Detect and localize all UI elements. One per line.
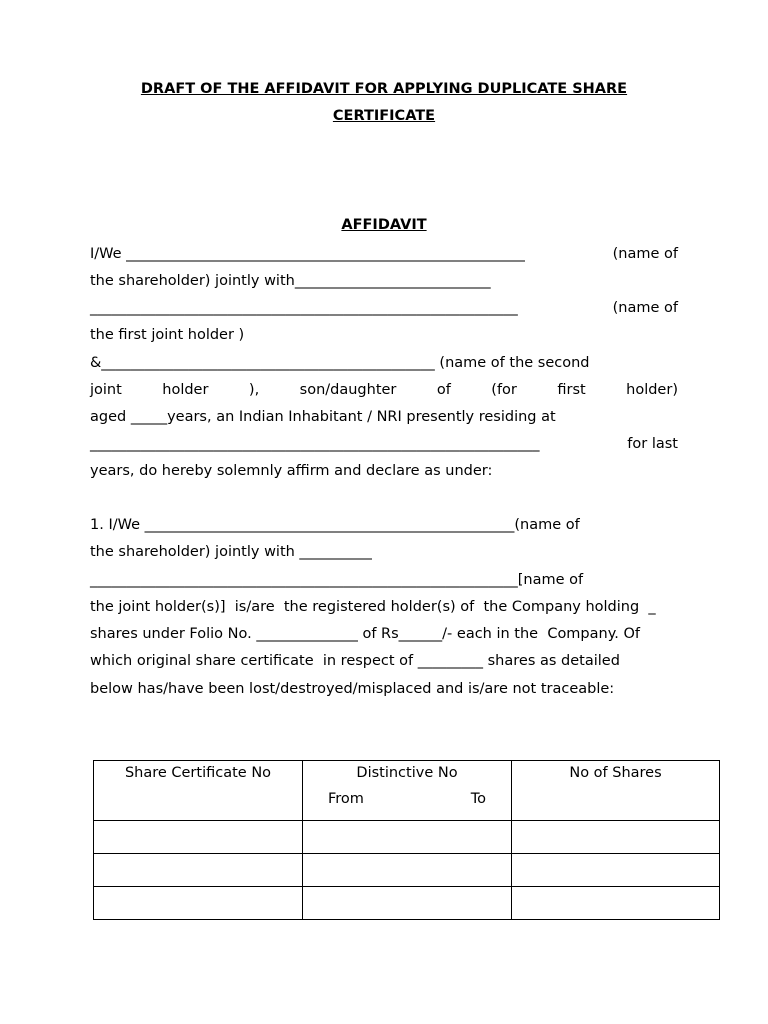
line-tail-text: (name of	[612, 246, 678, 262]
table-cell[interactable]	[94, 821, 303, 854]
affidavit-line: years, do hereby solemnly affirm and declare as under:	[90, 463, 493, 479]
declaration-line: the joint holder(s)] is/are the registered holder(s) of the Company holding _	[90, 599, 656, 615]
line-tail-text: (name of	[612, 300, 678, 316]
word: holder	[162, 382, 209, 398]
header-label: Distinctive No	[356, 765, 458, 781]
table-cell[interactable]	[512, 821, 720, 854]
table-row	[94, 821, 720, 854]
table-row	[94, 887, 720, 920]
residence-blank: ______________________________________________________________	[90, 436, 540, 452]
declaration-line: ___________________________________________________________[name of	[90, 572, 584, 588]
table-cell[interactable]	[303, 854, 512, 887]
declaration-line: the shareholder) jointly with __________	[90, 544, 372, 560]
header-distinctive-no	[303, 761, 512, 821]
justified-line	[90, 381, 678, 399]
from-to-subheader	[303, 791, 511, 807]
affidavit-line: the first joint holder )	[90, 327, 245, 343]
affidavit-line	[90, 245, 678, 263]
table-row	[94, 854, 720, 887]
word: ),	[248, 382, 260, 398]
share-certificate-table	[93, 760, 720, 920]
word: son/daughter	[299, 382, 397, 398]
word: (for	[491, 382, 517, 398]
table-header-row	[94, 761, 720, 821]
affidavit-line	[90, 299, 678, 317]
affidavit-heading: AFFIDAVIT	[341, 217, 427, 233]
first-joint-holder-blank: ___________________________________________________________	[90, 300, 518, 316]
to-label: To	[470, 791, 486, 807]
table-cell[interactable]	[512, 854, 720, 887]
affidavit-line: the shareholder) jointly with___________________________	[90, 273, 491, 289]
header-no-of-shares	[512, 761, 720, 821]
affidavit-line: aged _____years, an Indian Inhabitant / NRI presently residing at	[90, 409, 556, 425]
table-cell[interactable]	[94, 854, 303, 887]
from-label: From	[328, 791, 364, 807]
word: joint	[90, 382, 122, 398]
header-label: Share Certificate No	[124, 765, 272, 781]
declaration-line: shares under Folio No. ______________ of Rs______/- each in the Company. Of	[90, 626, 640, 642]
affidavit-line: &______________________________________________ (name of the second	[90, 355, 590, 371]
table-cell[interactable]	[512, 887, 720, 920]
declaration-line: 1. I/We ___________________________________________________(name of	[90, 517, 580, 533]
affidavit-line	[90, 435, 678, 453]
declaration-line: below has/have been lost/destroyed/misplaced and is/are not traceable:	[90, 681, 615, 697]
word: holder)	[626, 382, 678, 398]
header-share-certificate-no	[94, 761, 303, 821]
table-cell[interactable]	[303, 821, 512, 854]
header-label: No of Shares	[569, 765, 662, 781]
table-cell[interactable]	[303, 887, 512, 920]
declaration-line: which original share certificate in respect of _________ shares as detailed	[90, 653, 620, 669]
word: of	[436, 382, 451, 398]
table-cell[interactable]	[94, 887, 303, 920]
line-tail-text: for last	[627, 436, 678, 452]
shareholder-name-blank: I/We _______________________________________________________	[90, 246, 525, 262]
document-title-line-2: CERTIFICATE	[332, 108, 436, 124]
word: first	[557, 382, 586, 398]
document-title-line-1: DRAFT OF THE AFFIDAVIT FOR APPLYING DUPLICATE SHARE	[140, 81, 628, 97]
